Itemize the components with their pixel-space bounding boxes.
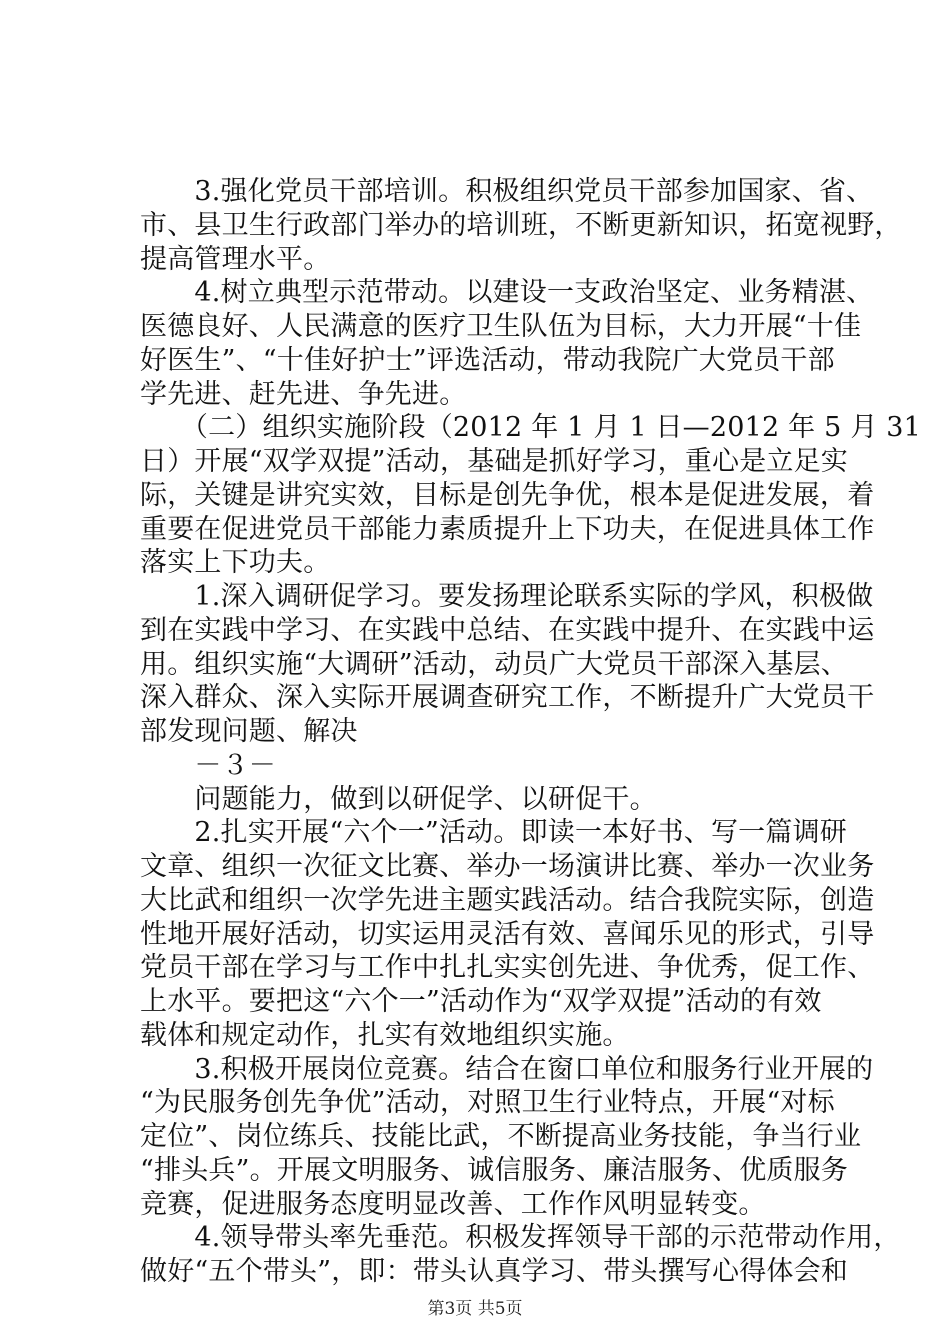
text-line: 大比武和组织一次学先进主题实践活动。结合我院实际，创造 — [140, 885, 875, 916]
text-line: 性地开展好活动，切实运用灵活有效、喜闻乐见的形式，引导 — [140, 919, 875, 950]
text-line: 际，关键是讲究实效，目标是创先争优，根本是促进发展，着 — [140, 480, 875, 511]
text-line: 落实上下功夫。 — [140, 547, 331, 578]
text-line: “为民服务创先争优”活动，对照卫生行业特点，开展“对标 — [140, 1087, 835, 1118]
text-line: 好医生”、“十佳好护士”评选活动，带动我院广大党员干部 — [140, 345, 835, 376]
text-line: 3.强化党员干部培训。积极组织党员干部参加国家、省、 — [140, 176, 874, 207]
text-line: 党员干部在学习与工作中扎扎实实创先进、争优秀，促工作、 — [140, 952, 875, 983]
text-line: 3.积极开展岗位竞赛。结合在窗口单位和服务行业开展的 — [140, 1054, 874, 1085]
section-heading: （二）组织实施阶段（2012 年 1 月 1 日—2012 年 5 月 31 — [140, 412, 922, 443]
text-line: 医德良好、人民满意的医疗卫生队伍为目标，大力开展“十佳 — [140, 311, 862, 342]
page-footer: 第3页 共5页 — [427, 1299, 523, 1319]
text-line: 重要在促进党员干部能力素质提升上下功夫，在促进具体工作 — [140, 514, 875, 545]
text-line: 到在实践中学习、在实践中总结、在实践中提升、在实践中运 — [140, 615, 875, 646]
text-line: 部发现问题、解决 — [140, 716, 358, 747]
inline-page-number: －３－ — [140, 750, 276, 781]
text-line: 载体和规定动作，扎实有效地组织实施。 — [140, 1020, 630, 1051]
text-line: 定位”、岗位练兵、技能比武，不断提高业务技能，争当行业 — [140, 1121, 862, 1152]
text-line: 问题能力，做到以研促学、以研促干。 — [140, 784, 657, 815]
text-line: 深入群众、深入实际开展调查研究工作，不断提升广大党员干 — [140, 682, 875, 713]
text-line: 1.深入调研促学习。要发扬理论联系实际的学风，积极做 — [140, 581, 874, 612]
text-line: 日）开展“双学双提”活动，基础是抓好学习，重心是立足实 — [140, 446, 849, 477]
text-line: 上水平。要把这“六个一”活动作为“双学双提”活动的有效 — [140, 986, 822, 1017]
text-line: 2.扎实开展“六个一”活动。即读一本好书、写一篇调研 — [140, 817, 847, 848]
text-line: 竞赛，促进服务态度明显改善、工作作风明显转变。 — [140, 1189, 766, 1220]
text-line: 提高管理水平。 — [140, 244, 331, 275]
text-line: 学先进、赶先进、争先进。 — [140, 379, 467, 410]
text-line: 文章、组织一次征文比赛、举办一场演讲比赛、举办一次业务 — [140, 851, 875, 882]
text-line: 4.领导带头率先垂范。积极发挥领导干部的示范带动作用， — [140, 1222, 901, 1253]
text-line: “排头兵”。开展文明服务、诚信服务、廉洁服务、优质服务 — [140, 1155, 849, 1186]
text-line: 用。组织实施“大调研”活动，动员广大党员干部深入基层、 — [140, 649, 849, 680]
text-line: 市、县卫生行政部门举办的培训班，不断更新知识，拓宽视野， — [140, 210, 902, 241]
text-line: 做好“五个带头”，即：带头认真学习、带头撰写心得体会和 — [140, 1256, 849, 1287]
text-line: 4.树立典型示范带动。以建设一支政治坚定、业务精湛、 — [140, 277, 874, 308]
